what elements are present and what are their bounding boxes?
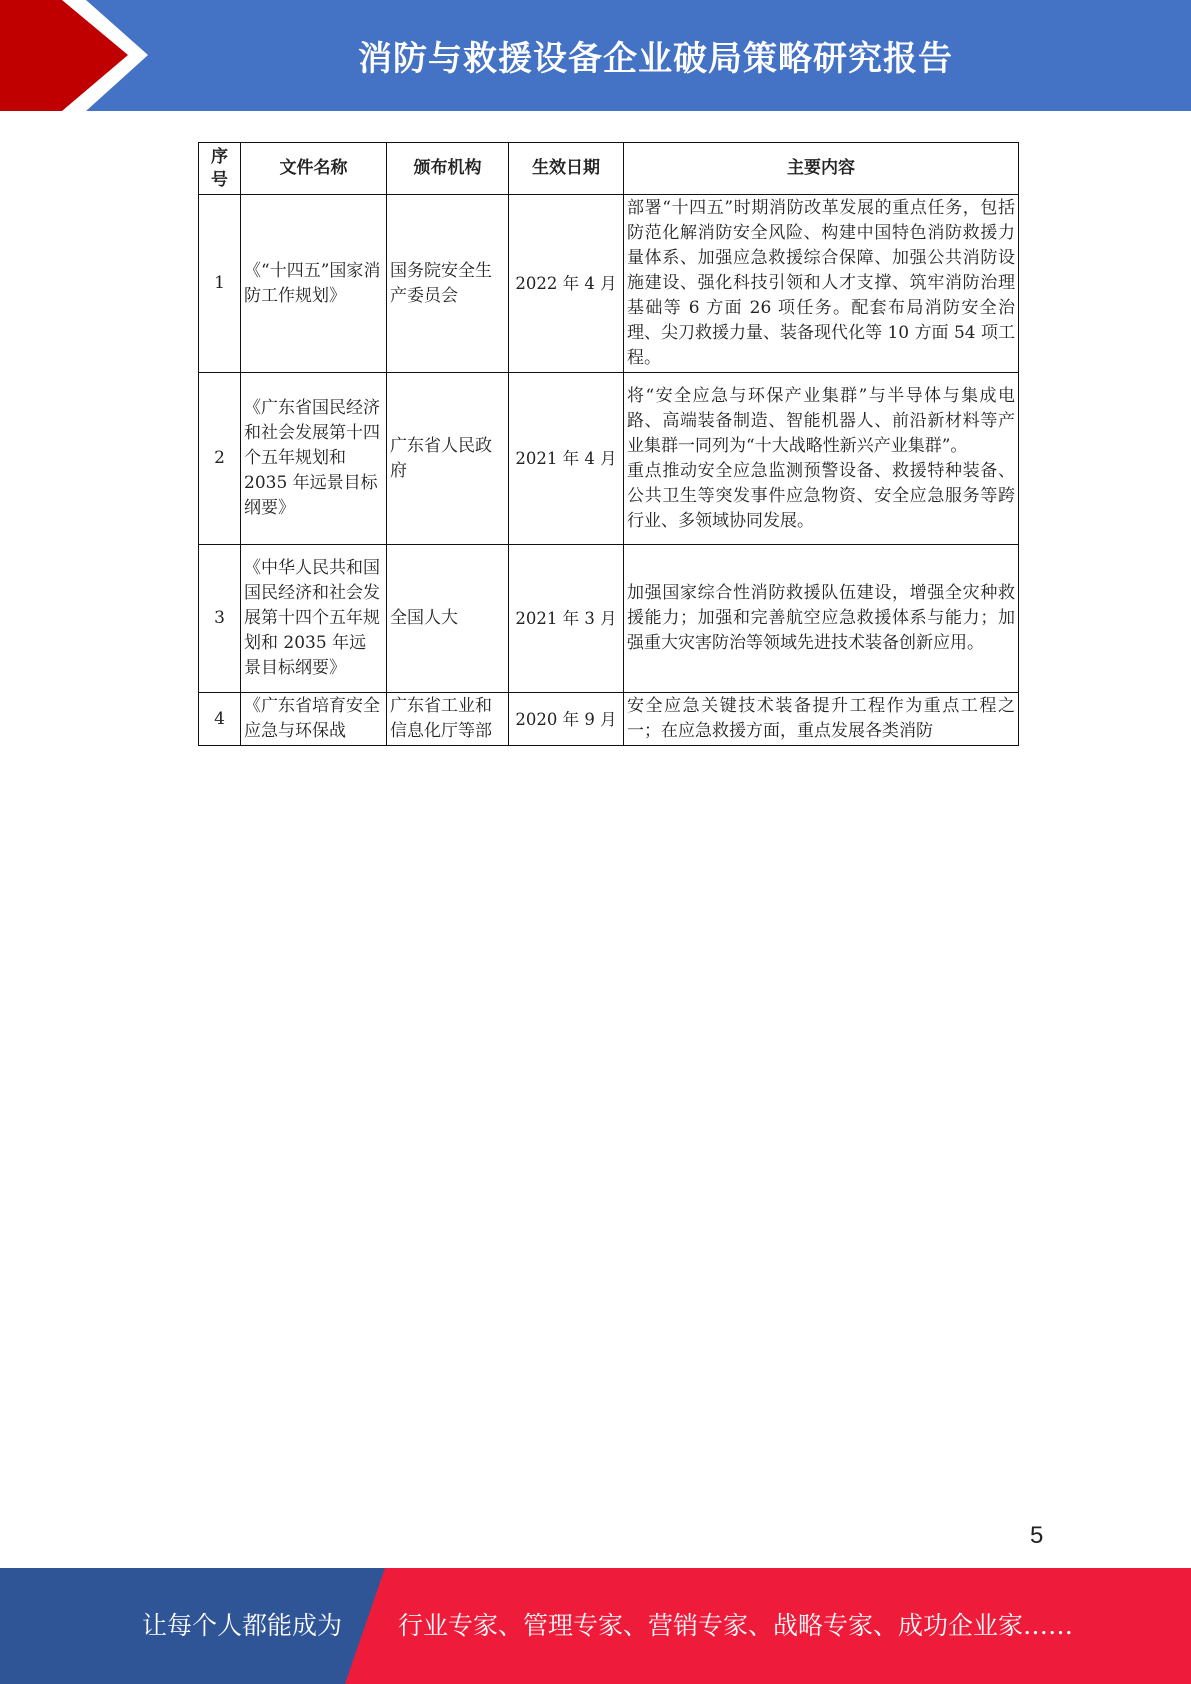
table-row xyxy=(199,373,1019,545)
row-issuer: 广东省人民政府 xyxy=(387,373,509,545)
table-row xyxy=(199,693,1019,746)
content-paragraph: 加强国家综合性消防救援队伍建设，增强全灾种救援能力；加强和完善航空应急救援体系与能力；加强重大灾害防治等领域先进技术装备创新应用。 xyxy=(627,583,1015,653)
header-issuer: 颁布机构 xyxy=(387,143,509,195)
row-content xyxy=(624,693,1019,746)
row-content xyxy=(624,545,1019,693)
footer-slogan-right: 行业专家、管理专家、营销专家、战略专家、成功企业家…… xyxy=(398,1611,1074,1640)
footer-slogan-left: 让每个人都能成为 xyxy=(142,1611,343,1640)
row-issuer: 全国人大 xyxy=(387,545,509,693)
table-header-row xyxy=(199,143,1019,195)
content-paragraph: 安全应急关键技术装备提升工程作为重点工程之一；在应急救援方面，重点发展各类消防 xyxy=(627,696,1015,741)
header-main-content: 主要内容 xyxy=(624,143,1019,195)
row-date: 2022 年 4 月 xyxy=(509,195,624,373)
row-file-name: 《中华人民共和国国民经济和社会发展第十四个五年规划和 2035 年远景目标纲要》 xyxy=(241,545,387,693)
header-file-name: 文件名称 xyxy=(241,143,387,195)
header-effective-date: 生效日期 xyxy=(509,143,624,195)
page-number: 5 xyxy=(1030,1522,1044,1549)
row-file-name: 《广东省国民经济和社会发展第十四个五年规划和 2035 年远景目标纲要》 xyxy=(241,373,387,545)
report-title: 消防与救援设备企业破局策略研究报告 xyxy=(358,39,953,79)
chevron-arrow-icon xyxy=(0,0,160,111)
table-row xyxy=(199,545,1019,693)
row-date: 2021 年 4 月 xyxy=(509,373,624,545)
page-header xyxy=(0,0,1191,111)
row-no: 4 xyxy=(199,693,241,746)
row-content xyxy=(624,195,1019,373)
row-file-name: 《“十四五”国家消防工作规划》 xyxy=(241,195,387,373)
content-paragraph: 将“安全应急与环保产业集群”与半导体与集成电路、高端装备制造、智能机器人、前沿新材料等产业集群一同列为“十大战略性新兴产业集群”。 xyxy=(627,385,1015,456)
row-date: 2020 年 9 月 xyxy=(509,693,624,746)
page-footer xyxy=(0,1568,1191,1684)
header-no: 序号 xyxy=(199,143,241,195)
row-date: 2021 年 3 月 xyxy=(509,545,624,693)
row-no: 1 xyxy=(199,195,241,373)
policy-table xyxy=(198,142,1019,746)
row-issuer: 国务院安全生产委员会 xyxy=(387,195,509,373)
row-content xyxy=(624,373,1019,545)
row-issuer: 广东省工业和信息化厅等部 xyxy=(387,693,509,746)
table-row xyxy=(199,195,1019,373)
row-file-name: 《广东省培育安全应急与环保战 xyxy=(241,693,387,746)
content-paragraph: 重点推动安全应急监测预警设备、救援特种装备、公共卫生等突发事件应急物资、安全应急服务等跨行业、多领域协同发展。 xyxy=(627,460,1015,531)
content-paragraph: 部署“十四五”时期消防改革发展的重点任务，包括防范化解消防安全风险、构建中国特色消防救援力量体系、加强应急救援综合保障、加强公共消防设施建设、强化科技引领和人才支撑、筑牢消防治理基础等 6 方面 26 项任务。配套布局消防安全治理、尖刀救援力量、装备现代化等 10 方面 54 项工程。 xyxy=(627,198,1015,368)
row-no: 3 xyxy=(199,545,241,693)
row-no: 2 xyxy=(199,373,241,545)
